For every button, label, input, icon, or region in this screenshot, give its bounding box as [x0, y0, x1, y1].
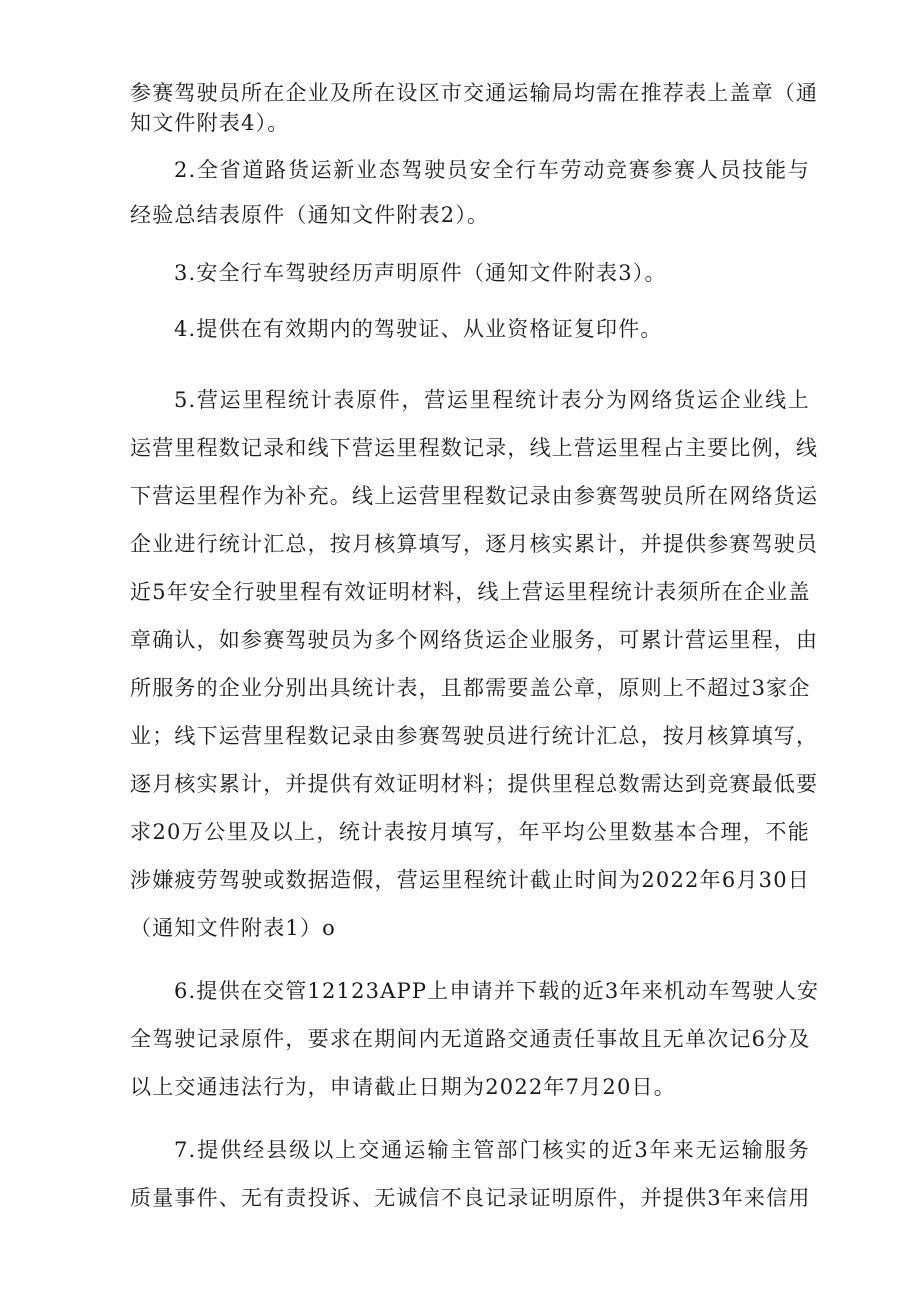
text-line: 下营运里程作为补充。线上运营里程数记录由参赛驾驶员所在网络货运 [130, 484, 819, 508]
text-line: 章确认，如参赛驾驶员为多个网络货运企业服务，可累计营运里程，由 [130, 628, 819, 652]
text-line: 以上交通违法行为，申请截止日期为2022年7月20日。 [130, 1075, 676, 1099]
text-line: 所服务的企业分别出具统计表，且都需要盖公章，原则上不超过3家企 [130, 676, 811, 700]
text-line: 逐月核实累计，并提供有效证明材料；提供里程总数需达到竞赛最低要 [130, 772, 819, 796]
text-line: 近5年安全行驶里程有效证明材料，线上营运里程统计表须所在企业盖 [130, 580, 811, 604]
list-item-6-line: 6.提供在交管12123APP上申请并下载的近3年来机动车驾驶人安 [174, 979, 820, 1003]
text-line: 经验总结表原件（通知文件附表2）。 [130, 203, 490, 227]
list-item-4: 4.提供在有效期内的驾驶证、从业资格证复印件。 [174, 317, 663, 341]
text-line: 业；线下运营里程数记录由参赛驾驶员进行统计汇总，按月核算填写， [130, 724, 819, 748]
text-line: 涉嫌疲劳驾驶或数据造假，营运里程统计截止时间为2022年6月30日 [130, 868, 810, 892]
text-line: （通知文件附表1）o [130, 916, 337, 940]
text-line: 求20万公里及以上，统计表按月填写，年平均公里数基本合理，不能 [130, 820, 810, 844]
list-item-3: 3.安全行车驾驶经历声明原件（通知文件附表3）。 [174, 261, 667, 285]
text-line: 质量事件、无有责投诉、无诚信不良记录证明原件，并提供3年来信用 [130, 1186, 811, 1210]
text-line: 参赛驾驶员所在企业及所在设区市交通运输局均需在推荐表上盖章（通 [130, 81, 819, 105]
list-item-5-line: 5.营运里程统计表原件，营运里程统计表分为网络货运企业线上 [174, 388, 810, 412]
list-item-7-line: 7.提供经县级以上交通运输主管部门核实的近3年来无运输服务 [174, 1138, 810, 1162]
text-line: 知文件附表4）。 [130, 111, 290, 135]
text-line: 企业进行统计汇总，按月核算填写，逐月核实累计，并提供参赛驾驶员 [130, 532, 819, 556]
text-line: 运营里程数记录和线下营运里程数记录，线上营运里程占主要比例，线 [130, 436, 819, 460]
list-item-2-line: 2.全省道路货运新业态驾驶员安全行车劳动竞赛参赛人员技能与 [174, 158, 810, 182]
text-line: 全驾驶记录原件，要求在期间内无道路交通责任事故且无单次记6分及 [130, 1027, 811, 1051]
